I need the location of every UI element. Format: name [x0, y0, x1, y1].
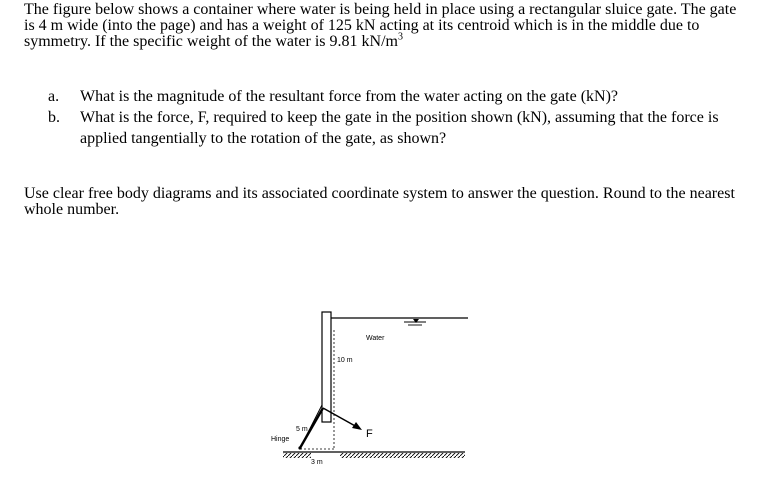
- question-marker: b.: [48, 109, 60, 126]
- force-arrow-head: [352, 422, 362, 430]
- ground-hatching-right: [340, 453, 465, 458]
- container-wall: [322, 312, 331, 422]
- water-label: Water: [366, 335, 385, 342]
- problem-intro-text: The figure below shows a container where water is being held in place using a rectangular sluice gate. The gate is 4 m wide (into the page) and has a weight of 125 kN acting at its centroid which is in the middle due to symmetry. If the specific weight of the water is 9.81 kN/m: [24, 1, 737, 50]
- hinge-label: Hinge: [271, 436, 290, 443]
- base-dimension-label: 3 m: [311, 459, 323, 466]
- free-surface-symbol: [404, 319, 426, 325]
- ground-hatching-left: [283, 453, 311, 458]
- depth-label: 10 m: [337, 357, 353, 364]
- instructions-text: Use clear free body diagrams and its associated coordinate system to answer the question. Round to the nearest whole number.: [24, 185, 735, 218]
- question-marker: a.: [48, 88, 60, 105]
- question-text: What is the force, F, required to keep the gate in the position shown (kN), assuming that the force is applied tangentially to the rotation of the gate, as shown?: [80, 109, 719, 147]
- units-superscript: 3: [397, 31, 403, 43]
- question-text: What is the magnitude of the resultant force from the water acting on the gate (kN)?: [80, 88, 619, 105]
- gate-length-label: 5 m: [296, 426, 308, 433]
- force-label: F: [366, 428, 373, 440]
